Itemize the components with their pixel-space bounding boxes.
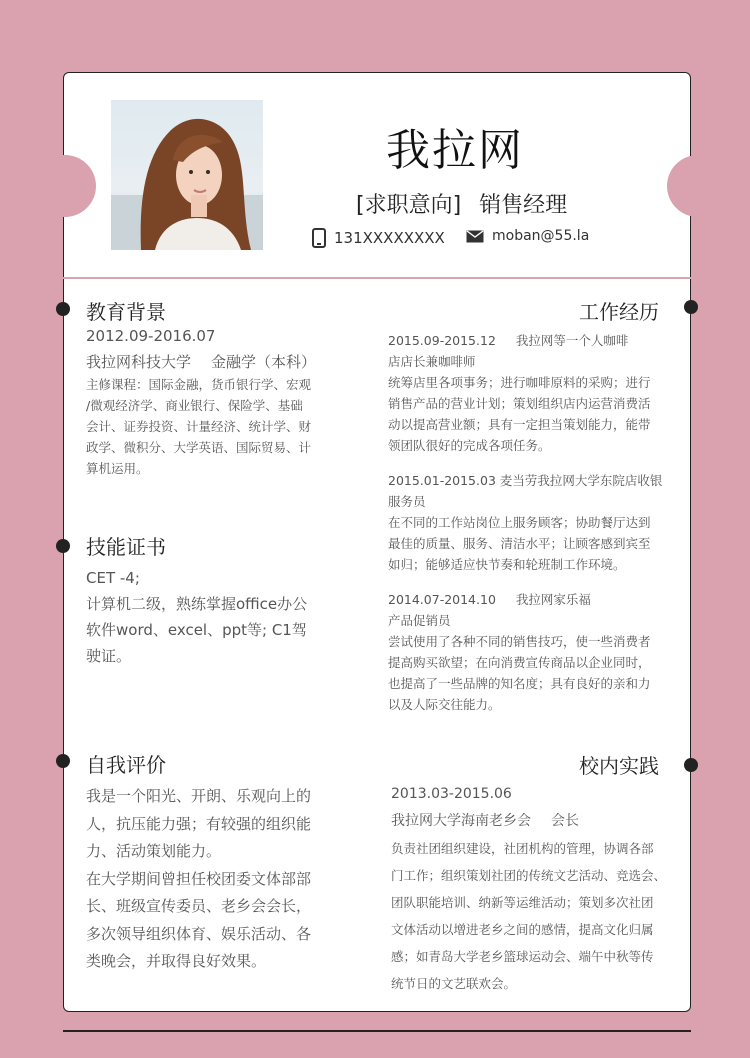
courses-line: 算机运用。 — [86, 461, 149, 476]
campus-org: 我拉网大学海南老乡会 — [391, 813, 531, 829]
section-dot — [56, 302, 70, 316]
skills-line: 软件word、excel、ppt等; C1驾 — [86, 621, 307, 639]
skills-line: 驶证。 — [86, 647, 132, 665]
skills-line: 计算机二级，熟练掌握office办公 — [86, 595, 308, 613]
work-role: 店店长兼咖啡师 — [388, 354, 476, 369]
courses-line: 政学、微积分、大学英语、国际贸易、计 — [86, 440, 312, 455]
header-divider — [63, 277, 691, 279]
self-eval-line: 在大学期间曾担任校团委文体部部 — [86, 869, 312, 888]
work-item — [388, 330, 678, 456]
job-intent-value: 销售经理 — [479, 193, 568, 218]
education-courses — [86, 374, 336, 479]
education-school: 我拉网科技大学 — [86, 353, 192, 371]
applicant-name: 我拉网 — [386, 125, 524, 176]
section-dot — [684, 300, 698, 314]
courses-line: 主修课程：国际金融，货币银行学、宏观 — [86, 377, 312, 392]
work-company: 我拉网等一个人咖啡 — [515, 333, 629, 348]
work-role: 产品促销员 — [388, 613, 451, 628]
self-eval-line: 人，抗压能力强；有较强的组织能 — [86, 814, 312, 833]
section-dot — [56, 539, 70, 553]
work-title: 工作经历 — [579, 300, 659, 324]
work-period: 2015.01-2015.03 — [388, 473, 496, 488]
education-major: 金融学（本科） — [211, 353, 317, 371]
work-role: 服务员 — [388, 494, 426, 509]
skills-title: 技能证书 — [86, 535, 166, 559]
campus-desc-line: 统节日的文艺联欢会。 — [391, 976, 517, 991]
job-intent-label: [求职意向] — [356, 193, 462, 218]
phone-number: 131XXXXXXXX — [334, 229, 445, 247]
campus-desc-line: 感；如青岛大学老乡篮球运动会、端午中秋等传 — [391, 949, 654, 964]
self-eval-line: 类晚会，并取得良好效果。 — [86, 952, 267, 970]
education-period: 2012.09-2016.07 — [86, 327, 216, 345]
education-school-line — [86, 350, 316, 374]
campus-desc-line: 负责社团组织建设，社团机构的管理，协调各部 — [391, 841, 654, 856]
notch-right — [667, 155, 729, 217]
work-desc-line: 尝试使用了各种不同的销售技巧，使一些消费者 — [388, 634, 651, 649]
work-company: 我拉网家乐福 — [515, 592, 591, 607]
campus-desc-line: 文体活动以增进老乡之间的感情，提高文化归属 — [391, 922, 654, 937]
work-desc-line: 如归；能够适应快节奏和轮班制工作环境。 — [388, 557, 626, 572]
self-eval-title: 自我评价 — [86, 753, 166, 777]
self-eval-line: 长、班级宣传委员、老乡会会长， — [86, 897, 312, 915]
email-icon — [466, 230, 484, 243]
work-desc-line: 以及人际交往能力。 — [388, 697, 501, 712]
courses-line: /微观经济学、商业银行、保险学、基础 — [86, 398, 303, 413]
work-desc-line: 动以提高营业额；具有一定担当策划能力，能带 — [388, 417, 651, 432]
work-desc-line: 提高购买欲望；在向消费宣传商品以企业同时， — [388, 655, 651, 670]
phone-icon — [312, 228, 326, 248]
avatar-photo — [111, 100, 263, 250]
work-company: 麦当劳我拉网大学东院店收银 — [499, 473, 663, 488]
work-desc-line: 领团队很好的完成各项任务。 — [388, 438, 551, 453]
section-dot — [56, 754, 70, 768]
self-eval-line: 力、活动策划能力。 — [86, 842, 222, 860]
email-contact — [466, 228, 589, 244]
job-intent — [356, 188, 567, 219]
self-eval-line: 我是一个阳光、开朗、乐观向上的 — [86, 787, 312, 805]
work-item — [388, 470, 678, 575]
bottom-rule — [63, 1030, 691, 1032]
self-eval-line: 多次领导组织体育、娱乐活动、各 — [86, 924, 312, 943]
notch-left — [34, 155, 96, 217]
courses-line: 会计、证券投资、计量经济、统计学、财 — [86, 419, 312, 434]
self-eval-text — [86, 783, 336, 976]
education-title: 教育背景 — [86, 300, 166, 324]
skills-text — [86, 565, 336, 669]
campus-title: 校内实践 — [579, 754, 659, 778]
work-item — [388, 589, 678, 715]
section-dot — [684, 758, 698, 772]
work-desc-line: 也提高了一些品牌的知名度；具有良好的亲和力 — [388, 676, 651, 691]
work-period: 2014.07-2014.10 — [388, 592, 496, 607]
work-desc-line: 在不同的工作站岗位上服务顾客；协助餐厅达到 — [388, 515, 651, 530]
skills-line: CET -4; — [86, 569, 140, 587]
campus-role: 会长 — [551, 813, 579, 829]
email-address: moban@55.la — [492, 228, 590, 244]
campus-item — [391, 781, 681, 997]
work-desc-line: 销售产品的营业计划；策划组织店内运营消费活 — [388, 396, 651, 411]
work-period: 2015.09-2015.12 — [388, 333, 496, 348]
work-desc-line: 最佳的质量、服务、清洁水平；让顾客感到宾至 — [388, 536, 651, 551]
campus-desc-line: 团队职能培训、纳新等运维活动；策划多次社团 — [391, 895, 654, 910]
campus-desc-line: 门工作；组织策划社团的传统文艺活动、竞选会、 — [391, 868, 667, 883]
work-desc-line: 统筹店里各项事务；进行咖啡原料的采购；进行 — [388, 375, 651, 390]
campus-period: 2013.03-2015.06 — [391, 786, 512, 802]
phone-contact — [312, 228, 445, 248]
